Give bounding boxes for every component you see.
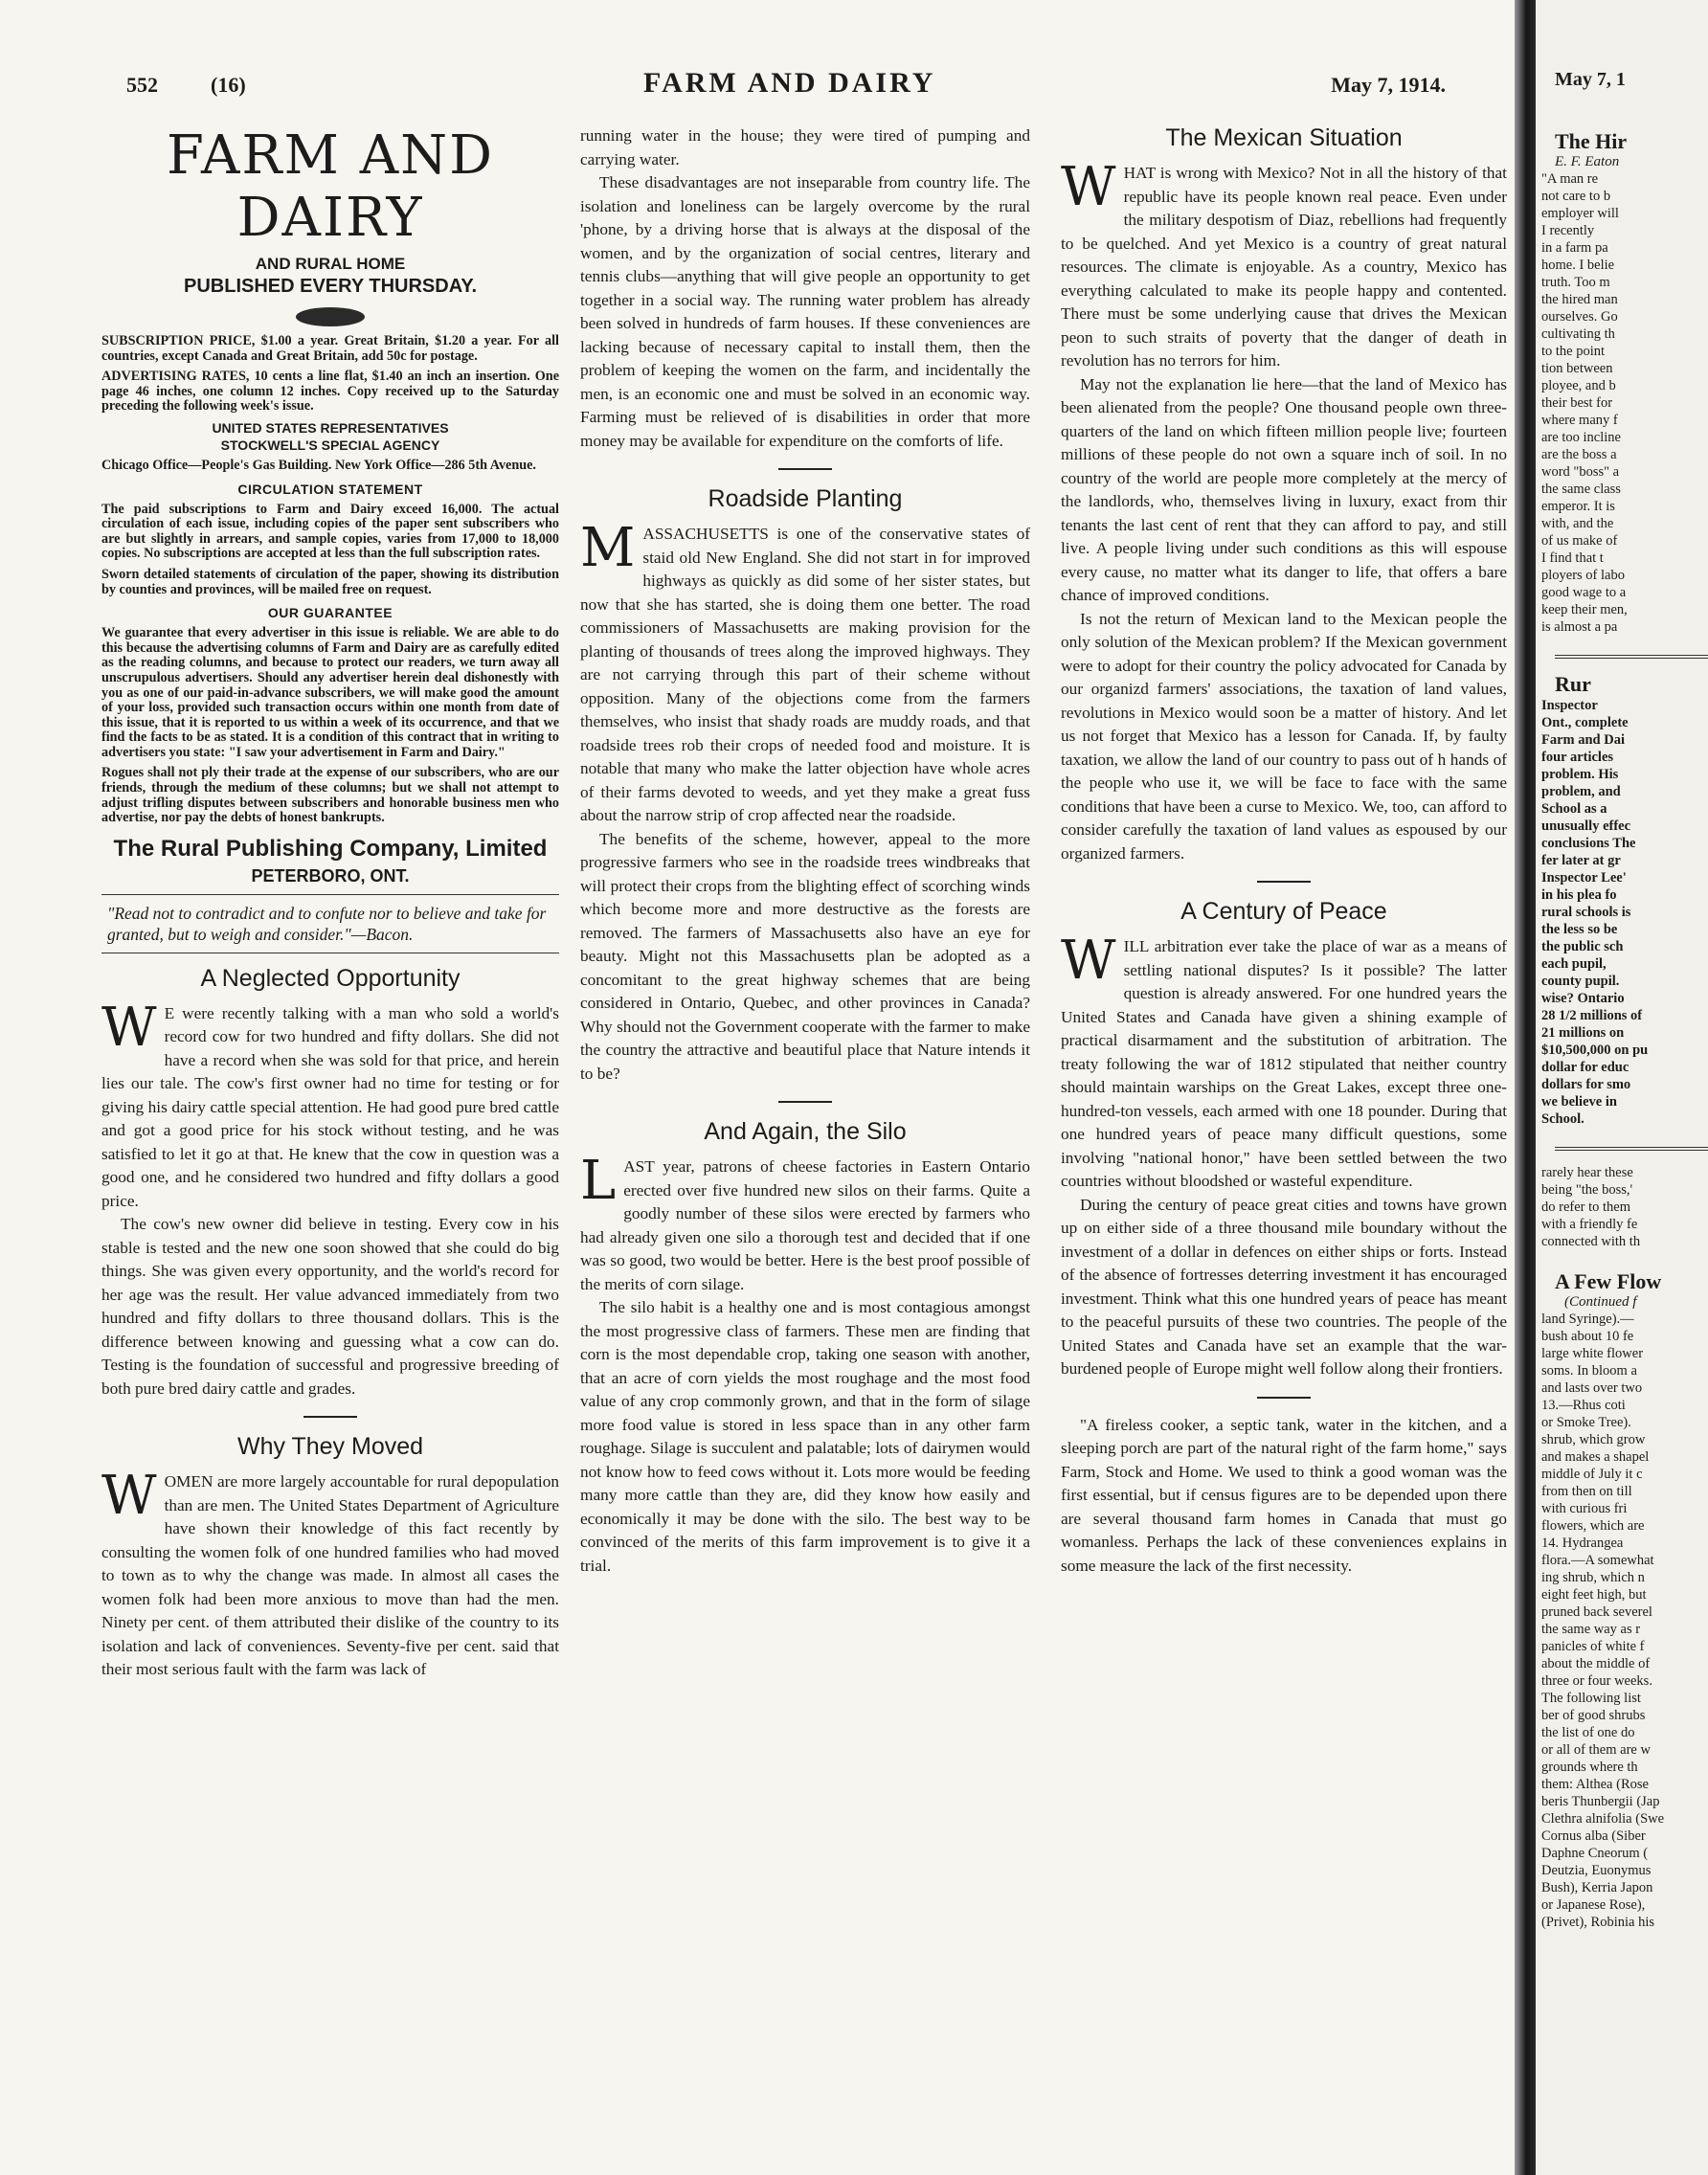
adjacent-text-block: [1536, 1164, 1708, 1250]
article-paragraph: [101, 1465, 559, 1682]
article-paragraph: [580, 517, 1030, 828]
adjacent-text-line: emperor. It is: [1541, 499, 1615, 514]
drop-cap: W: [1061, 930, 1116, 992]
adjacent-text-line: beris Thunbergii (Jap: [1541, 1794, 1660, 1809]
article-paragraph: These disadvantages are not inseparable from country life. The isolation and loneliness can be largely overcome by the rural 'phone, by a driving horse that is always at the disposal of the women, and by the organization of social centres, literary and tennis clubs—anything that will give people an opportunity to get together in a social way. The running water problem has already been solved in hundreds of farm houses. If these conveniences are lacking because of necessary capital to install them, then the problem of keeping the women on the farm, and incidentally the men, is an economic one and must be solved in an economic way. Farming must be relieved of is disabilities in order that more money may be available for expenditure on the comforts of life.: [580, 173, 1030, 450]
divider: [1257, 881, 1311, 883]
adjacent-text-line: The following list: [1541, 1691, 1641, 1706]
publisher-name: The Rural Publishing Company, Limited: [113, 835, 548, 862]
adjacent-text-line: ployee, and b: [1541, 378, 1616, 393]
divider: [778, 468, 832, 470]
adjacent-box-heading: Rur: [1555, 672, 1591, 696]
divider: [101, 894, 559, 895]
adjacent-text-line: in his plea fo: [1541, 887, 1617, 903]
adjacent-text-line: eight feet high, but: [1541, 1587, 1647, 1603]
adjacent-text-line: 14. Hydrangea: [1541, 1536, 1624, 1551]
adjacent-text-line: them: Althea (Rose: [1541, 1777, 1649, 1792]
adjacent-heading: A Few Flow: [1555, 1269, 1662, 1293]
article-paragraph: "A fireless cooker, a septic tank, water in the kitchen, and a sleeping porch are part of the natural right of the farm home," says Farm, Stock and Home. We used to think a good woman was the first essential, but if census figures are to be depended upon there are several thousand farm homes in Canada that must go womanless. Perhaps the lack of these conveniences explains in some measure the lack of the first necessity.: [1061, 1415, 1507, 1575]
adjacent-text-line: (Privet), Robinia his: [1541, 1915, 1655, 1930]
adjacent-text-line: tion between: [1541, 361, 1613, 376]
adjacent-text-line: flowers, which are: [1541, 1518, 1645, 1534]
adjacent-text-line: Bush), Kerria Japon: [1541, 1880, 1653, 1895]
adjacent-text-line: dollar for educ: [1541, 1060, 1629, 1075]
article-heading: Why They Moved: [236, 1433, 424, 1461]
adjacent-text-line: rarely hear these: [1541, 1165, 1633, 1180]
article-paragraph: The benefits of the scheme, however, appeal to the more progressive farmers who see in the roadside trees windbreaks that will protect their crops from the blighting effect of scorching winds which become more and more destructive as the forests are removed. The farmers of Massachusetts also have an eye for beauty. Might not this Massachusetts plan be adopted as a concomitant to the great highway schemes that are being considered in Ontario, Quebec, and other provinces in Canada? Why should not the Government cooperate with the farmer to make the country the attractive and beautiful place that Nature intends it to be?: [580, 829, 1030, 1083]
adjacent-text-line: 21 millions on: [1541, 1025, 1625, 1041]
article-paragraph: The silo habit is a healthy one and is most contagious amongst the most progressive class of farmers. These men are finding that corn is the most dependable crop, taking one season with another, that an acre of corn yields the most roughage and the most food value of any crop commonly grown, and that in the form of silage more food value is stored in less space than in any other farm roughage. Silage is succulent and palatable; lots of dairymen would not know how to feed cows without it. Lots more would be feeding many more cattle than they are, did they know how easily and economically it may be done with the silo. The best way to be convinced of the merits of this farm improvement is to give it a trial.: [580, 1298, 1030, 1575]
adjacent-text-line: problem. His: [1541, 767, 1619, 782]
adjacent-text-line: bush about 10 fe: [1541, 1329, 1634, 1344]
adjacent-text-line: Deutzia, Euonymus: [1541, 1863, 1652, 1878]
adjacent-text-line: their best for: [1541, 395, 1613, 411]
adjacent-text-line: of us make of: [1541, 533, 1618, 549]
adjacent-text-line: with a friendly fe: [1541, 1217, 1638, 1232]
reps-offices: Chicago Office—People's Gas Building. New York Office—286 5th Avenue.: [101, 457, 536, 473]
adjacent-text-line: about the middle of: [1541, 1656, 1651, 1671]
masthead-frequency: PUBLISHED EVERY THURSDAY.: [184, 276, 477, 297]
drop-cap: W: [101, 1465, 157, 1528]
adjacent-text-line: conclusions The: [1541, 836, 1636, 851]
adjacent-text-line: the list of one do: [1541, 1725, 1635, 1740]
article-paragraph: [580, 1150, 1030, 1296]
article-heading: A Century of Peace: [1180, 898, 1387, 925]
article-paragraph: The cow's new owner did believe in testing. Every cow in his stable is tested and the new one soon showed that she could do big things. She was given every opportunity, and the world's record for her age was the result. Her value advanced immediately from two hundred and fifty dollars to three thousand dollars. This is the difference between knowing and guessing what a cow can do. Testing is the foundation of successful and progressive breeding of both pure bred dairy cattle and grades.: [101, 1215, 559, 1398]
adjacent-text-line: four articles: [1541, 750, 1614, 765]
column-3: [1061, 124, 1507, 1578]
adjacent-text-line: Ont., complete: [1541, 715, 1629, 730]
drop-cap: W: [1061, 156, 1116, 218]
adjacent-box-border: [1555, 1147, 1708, 1164]
article-text: ASSACHUSETTS is one of the conservative states of staid old New England. She did not start in for improved highways as quickly as did some of her sister states, but now that she has started, she is doing them one better. The road commissioners of Massachusetts are making provision for the planting of thousands of trees along the improved highways. They are not carrying through this part of their scheme without opposition. Many of the objections come from the farmers themselves, who insist that shady roads are muddy roads, and that roadside trees rob their crops of needed food and moisture. It is notable that many who make the latter objection have whole acres of their farms devoted to weeds, and yet they make a great fuss about the narrow strip of crop affected near the roadside.: [580, 525, 1030, 824]
article-text: HAT is wrong with Mexico? Not in all the history of that republic have its people known real peace. Even under the military despotism of Diaz, rebellions had frequently to be quelched. And yet Mexico is a country of great natural resources. The climate is enjoyable. As a country, Mexico has everything calculated to make its people happy and contented. There must be some underlying cause that drives the Mexican peon to such straits of poverty that the danger of death in revolution has no terrors for him.: [1061, 164, 1507, 370]
adjacent-text-line: 28 1/2 millions of: [1541, 1008, 1643, 1023]
article-heading: Roadside Planting: [708, 485, 903, 512]
publisher-location: PETERBORO, ONT.: [251, 865, 410, 886]
article-paragraph: During the century of peace great cities and towns have grown up on either side of a three thousand mile boundary without the investment of a dollar in defences on either ships or forts. Instead of the absence of fortresses deterring investment it has encouraged investment. Think what this one hundred years of peace has meant to the peaceful pursuits of these two countries. The people of the United States and Canada have set an example that the war-burdened people of Europe might well follow along their frontiers.: [1061, 1195, 1507, 1378]
adjacent-text-line: unusually effec: [1541, 818, 1631, 834]
adjacent-text-line: panicles of white f: [1541, 1639, 1645, 1654]
masthead-subtitle: AND RURAL HOME: [255, 255, 406, 273]
circulation-text: The paid subscriptions to Farm and Dairy exceed 16,000. The actual circulation of each issue, including copies of the paper sent subscribers who are but slightly in arrears, and sample copies, varies from 17,000 to 18,000 copies. No subscriptions are accepted at less than the full subscription rates.: [101, 501, 559, 562]
divider: [1257, 1397, 1311, 1399]
adjacent-text-line: from then on till: [1541, 1484, 1632, 1499]
adjacent-text-line: cultivating th: [1541, 326, 1615, 342]
adjacent-text-block: [1536, 170, 1708, 636]
adjacent-text-line: truth. Too m: [1541, 275, 1610, 290]
article-paragraph: Is not the return of Mexican land to the Mexican people the only solution of the Mexican problem? If the Mexican government were to adopt for their country the policy advocated for Canada by our organizd farmers' associations, the taxation of land values, revolutions in Mexico would soon be a matter of history. And let us not forget that Mexico has a lesson for Canada. If, by faulty taxation, we allow the land of our country to pass out of h hands of the people who use it, we will be face to face with the same conditions that have been a curse to Mexico. We, too, can afford to consider carefully the taxation of land values as espoused by our organized farmers.: [1061, 609, 1507, 863]
column-1: [101, 124, 559, 1682]
adjacent-text-line: the same class: [1541, 482, 1621, 497]
adjacent-text-block: [1536, 1311, 1708, 1931]
adjacent-text-line: are the boss a: [1541, 447, 1617, 462]
article-paragraph: [1061, 930, 1507, 1194]
adjacent-text-line: Cornus alba (Siber: [1541, 1828, 1646, 1844]
adjacent-text-line: I find that t: [1541, 550, 1604, 566]
masthead: [101, 124, 559, 326]
running-masthead: FARM AND DAIRY: [643, 67, 936, 99]
adjacent-text-line: the hired man: [1541, 292, 1618, 307]
running-head: [126, 67, 1446, 105]
adjacent-text-line: grounds where th: [1541, 1760, 1638, 1775]
subscription-price: SUBSCRIPTION PRICE, $1.00 a year. Great Britain, $1.20 a year. For all countries, except Canada and Great Britain, add 50c for postage.: [101, 333, 559, 364]
adjacent-text-line: or Japanese Rose),: [1541, 1897, 1646, 1913]
reps-heading: UNITED STATES REPRESENTATIVES: [212, 419, 449, 436]
adjacent-text-line: "A man re: [1541, 171, 1599, 187]
adjacent-text-line: dollars for smo: [1541, 1077, 1631, 1092]
ornament-icon: [296, 307, 365, 326]
adjacent-text-line: are too incline: [1541, 430, 1621, 445]
masthead-title: FARM AND DAIRY: [166, 124, 495, 249]
adjacent-text-line: or Smoke Tree).: [1541, 1415, 1631, 1430]
adjacent-text-line: School as a: [1541, 801, 1607, 817]
article-paragraph: May not the explanation lie here—that the land of Mexico has been alienated from the people? One thousand people own three-quarters of the land on which fifteen million people live; fourteen millions of these people do not own a square inch of soil. In no country of the world are people more completely at the mercy of the landlords, who, themselves living in luxury, exact from thir tenants the last cent of rent that they can afford to pay, and still live. A people living under such conditions as this will espouse every cause, no matter what its danger to life, that offers a bare chance of improved conditions.: [1061, 374, 1507, 604]
adjacent-text-line: pruned back severel: [1541, 1604, 1652, 1620]
article-paragraph: [1061, 156, 1507, 373]
adjacent-text-line: School.: [1541, 1111, 1584, 1127]
adjacent-box-border: [1555, 655, 1708, 672]
adjacent-continued: (Continued f: [1564, 1294, 1637, 1310]
adjacent-text-line: good wage to a: [1541, 585, 1627, 600]
adjacent-text-line: the same way as r: [1541, 1622, 1641, 1637]
circulation-heading: CIRCULATION STATEMENT: [237, 481, 423, 497]
adjacent-text-line: employer will: [1541, 206, 1619, 221]
adjacent-text-line: Clethra alnifolia (Swe: [1541, 1811, 1665, 1827]
adjacent-text-line: ing shrub, which n: [1541, 1570, 1645, 1585]
adjacent-text-line: fer later at gr: [1541, 853, 1621, 868]
adjacent-text-line: 13.—Rhus coti: [1541, 1398, 1626, 1413]
adjacent-text-line: not care to b: [1541, 189, 1611, 204]
adjacent-text-line: and lasts over two: [1541, 1380, 1643, 1396]
issue-date: May 7, 1914.: [1331, 73, 1446, 97]
adjacent-text-line: Farm and Dai: [1541, 732, 1625, 748]
drop-cap: W: [101, 996, 157, 1059]
article-paragraph: [101, 996, 559, 1214]
adjacent-text-line: shrub, which grow: [1541, 1432, 1646, 1447]
adjacent-text-line: where many f: [1541, 413, 1618, 428]
adjacent-text-line: word "boss" a: [1541, 464, 1620, 480]
page-number: 552: [126, 73, 158, 97]
adjacent-page-date: May 7, 1: [1555, 69, 1626, 90]
adjacent-text-line: with curious fri: [1541, 1501, 1628, 1516]
article-text: OMEN are more largely accountable for rural depopulation than are men. The United States Department of Agriculture have shown their knowledge of this fact recently by consulting the women folk of one hundred families who had moved to town as to why the change was made. In almost all cases the women folk had been more anxious to move than had the men. Ninety per cent. of them attributed their dislike of the country to its isolation and lack of conveniences. Seventy-five per cent. said that their most serious fault with the farm was lack of: [101, 1472, 559, 1679]
article-heading: The Mexican Situation: [1165, 124, 1403, 151]
adjacent-text-line: Daphne Cneorum (: [1541, 1846, 1649, 1861]
adjacent-text-line: soms. In bloom a: [1541, 1363, 1637, 1379]
article-text: AST year, patrons of cheese factories in Eastern Ontario erected over five hundred new silos on their farms. Quite a goodly number of these silos were erected by farmers who had already given one silo a thorough test and decided that if one was so good, two would be better. Here is the best proof possible of the merits of corn silage.: [580, 1157, 1030, 1293]
adjacent-text-line: Inspector: [1541, 698, 1598, 713]
adjacent-text-line: problem, and: [1541, 784, 1621, 799]
adjacent-text-line: keep their men,: [1541, 602, 1628, 617]
article-heading: And Again, the Silo: [704, 1118, 907, 1145]
adjacent-byline: E. F. Eaton: [1555, 154, 1620, 169]
adjacent-text-line: wise? Ontario: [1541, 991, 1625, 1006]
adjacent-text-line: connected with th: [1541, 1234, 1641, 1249]
guarantee-text: We guarantee that every advertiser in this issue is reliable. We are able to do this because the advertising columns of Farm and Dairy are as carefully edited as the reading columns, and because to protect our readers, we turn away all unscrupulous advertisers. Should any advertiser herein deal dishonestly with you as one of our paid-in-advance subscribers, we will make good the amount of your loss, provided such transaction occurs within one month from date of this issue, that it is reported to us within a week of its occurrence, and that we find the facts to be as stated. It is a condition of this contract that in writing to advertisers you state: "I saw your advertisement in Farm and Dairy.": [101, 625, 559, 760]
drop-cap: M: [580, 517, 636, 579]
adjacent-text-line: flora.—A somewhat: [1541, 1553, 1654, 1568]
adjacent-text-line: I recently: [1541, 223, 1595, 238]
advertising-rates: ADVERTISING RATES, 10 cents a line flat, $1.40 an inch an insertion. One page 46 inches, one column 12 inches. Copy received up to the Saturday preceding the following week's issue.: [101, 369, 559, 415]
adjacent-text-line: is almost a pa: [1541, 619, 1618, 635]
adjacent-box-text: [1536, 697, 1708, 1128]
adjacent-text-line: or all of them are w: [1541, 1742, 1651, 1758]
adjacent-page: [1536, 0, 1708, 2175]
reps-agency: STOCKWELL'S SPECIAL AGENCY: [220, 437, 440, 453]
adjacent-text-line: with, and the: [1541, 516, 1614, 531]
adjacent-text-line: county pupil.: [1541, 974, 1620, 989]
guarantee-heading: OUR GUARANTEE: [267, 605, 393, 621]
adjacent-text-line: three or four weeks.: [1541, 1673, 1652, 1689]
column-2: [580, 124, 1030, 1578]
adjacent-text-line: ourselves. Go: [1541, 309, 1618, 325]
adjacent-text-line: we believe in: [1541, 1094, 1617, 1110]
adjacent-text-line: do refer to them: [1541, 1200, 1631, 1215]
adjacent-text-line: the public sch: [1541, 939, 1624, 954]
adjacent-text-line: the less so be: [1541, 922, 1618, 937]
adjacent-text-line: ployers of labo: [1541, 568, 1625, 583]
article-heading: A Neglected Opportunity: [200, 964, 461, 992]
article-text: E were recently talking with a man who sold a world's record cow for two hundred and fifty dollars. She did not have a record when she was sold for that price, and herein lies our tale. The cow's first owner had no time for testing or for giving his dairy cattle special attention. He had good pure bred cattle and got a good price for his stock without testing, and he was satisfied to let it go at that. He knew that the cow in question was a good one, and he considered two hundred and fifty dollars a good price.: [101, 1003, 559, 1210]
article-paragraph: running water in the house; they were tired of pumping and carrying water.: [580, 126, 1030, 168]
adjacent-text-line: in a farm pa: [1541, 240, 1608, 256]
adjacent-text-line: being "the boss,': [1541, 1182, 1633, 1198]
guarantee-text-2: Rogues shall not ply their trade at the expense of our subscribers, who are our friends, through the medium of these columns; but we shall not attempt to adjust trifling disputes between subscribers and honorable business men who advertise, nor pay the debts of honest bankrupts.: [101, 765, 559, 826]
divider: [303, 1416, 357, 1418]
adjacent-text-line: land Syringe).—: [1541, 1312, 1634, 1327]
adjacent-text-line: middle of July it c: [1541, 1467, 1643, 1482]
circulation-text-2: Sworn detailed statements of circulation of the paper, showing its distribution by counties and provinces, will be mailed free on request.: [101, 566, 559, 597]
article-text: ILL arbitration ever take the place of war as a means of settling national disputes? Is it possible? The latter question is already answered. For one hundred years the United States and Canada have given a shining example of practical disarmament and the substitution of arbitration. The treaty following the war of 1812 stipulated that neither country should maintain warships on the Great Lakes, except three one-hundred-ton vessels, each armed with one 18 pounder. During that one hundred years of peace many difficult questions, some involving "national honor," have been settled between the two countries without bloodshed or wasteful expenditure.: [1061, 937, 1507, 1190]
epigraph-quote: "Read not to contradict and to confute nor to believe and take for granted, but to weigh and consider."—Bacon.: [107, 903, 547, 944]
adjacent-text-line: home. I belie: [1541, 258, 1615, 273]
adjacent-text-line: Inspector Lee': [1541, 870, 1627, 886]
adjacent-text-line: ber of good shrubs: [1541, 1708, 1646, 1723]
divider: [778, 1101, 832, 1103]
adjacent-text-line: large white flower: [1541, 1346, 1644, 1361]
book-gutter: [1515, 0, 1536, 2175]
section-number: (16): [211, 73, 246, 97]
adjacent-text-line: rural schools is: [1541, 905, 1631, 920]
drop-cap: L: [580, 1150, 617, 1212]
adjacent-text-line: to the point: [1541, 344, 1606, 359]
adjacent-heading: The Hir: [1555, 129, 1628, 153]
adjacent-text-line: each pupil,: [1541, 956, 1607, 972]
adjacent-text-line: and makes a shapel: [1541, 1449, 1650, 1465]
adjacent-text-line: $10,500,000 on pu: [1541, 1043, 1649, 1058]
